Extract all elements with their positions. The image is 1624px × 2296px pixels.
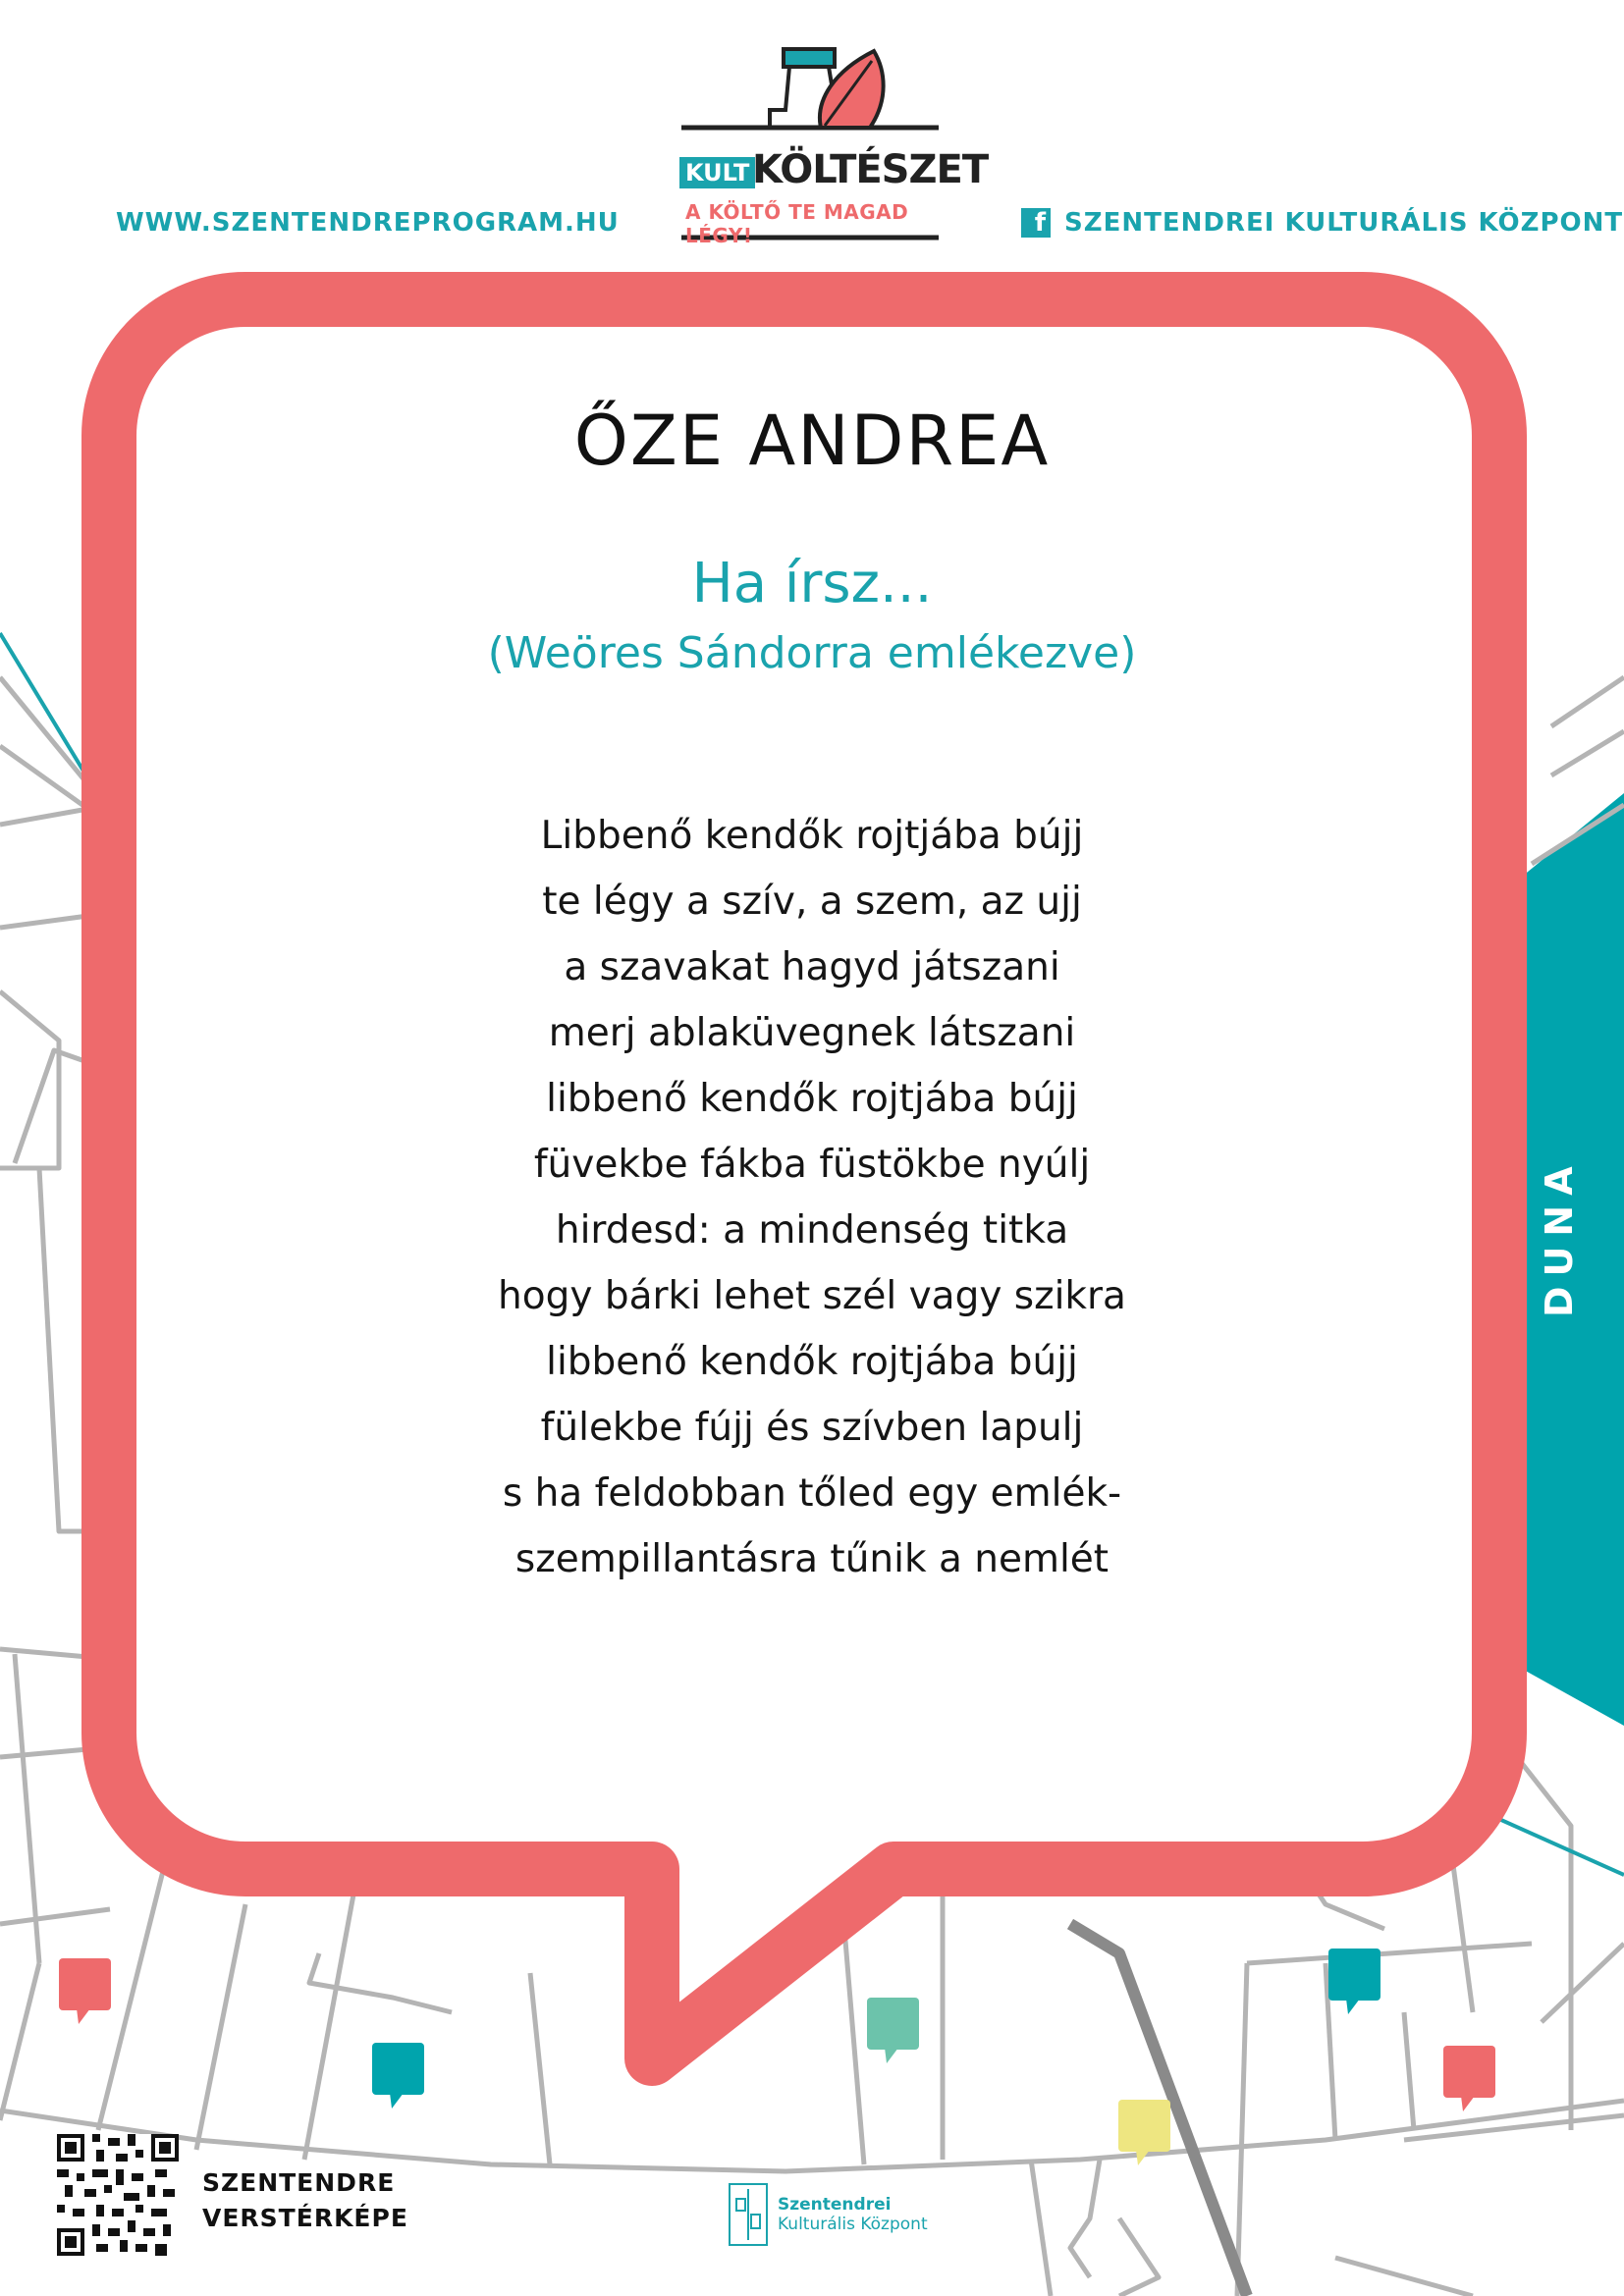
poem-line: libbenő kendők rojtjába bújj — [546, 1340, 1078, 1384]
map-pin-teal-right — [1328, 1949, 1380, 2014]
poem-line: Libbenő kendők rojtjába bújj — [540, 814, 1084, 858]
logo-tagline: A KÖLTŐ TE MAGAD LÉGY! — [685, 200, 909, 247]
author-name: ŐZE ANDREA — [573, 400, 1051, 481]
poem-body — [0, 803, 1624, 1592]
verst-line-2: VERSTÉRKÉPE — [202, 2204, 408, 2232]
qr-code[interactable] — [57, 2134, 179, 2256]
poem-line: s ha feldobban tőled egy emlék- — [502, 1471, 1122, 1516]
poem-line: te légy a szív, a szem, az ujj — [542, 880, 1082, 924]
poem-subtitle: (Weöres Sándorra emlékezve) — [487, 628, 1137, 678]
poem-line: hirdesd: a mindenség titka — [555, 1208, 1069, 1253]
szentendrei-kulturalis-kozpont-logo — [729, 2183, 928, 2246]
skk-building-icon — [729, 2183, 768, 2246]
facebook-label: SZENTENDREI KULTURÁLIS KÖZPONT — [1064, 208, 1624, 238]
org-name-line-2: Kulturális Központ — [778, 2215, 928, 2234]
facebook-icon: f — [1021, 208, 1051, 238]
map-pin-teal-left — [372, 2043, 424, 2109]
poem-line: merj ablaküvegnek látszani — [548, 1011, 1076, 1055]
poem-line: hogy bárki lehet szél vagy szikra — [498, 1274, 1126, 1318]
logo-title: KÖLTÉSZET — [752, 147, 989, 192]
facebook-link[interactable] — [1021, 208, 1623, 238]
river-label: DUNA — [1538, 1156, 1581, 1317]
poem-line: szempillantásra tűnik a nemlét — [514, 1537, 1110, 1581]
teal-line-right — [1492, 1816, 1624, 1875]
poem-line: füvekbe fákba füstökbe nyúlj — [533, 1143, 1091, 1187]
verssterkepe-label — [202, 2165, 408, 2236]
poem-title: Ha írsz... — [691, 552, 933, 615]
org-name-line-1: Szentendrei — [778, 2195, 892, 2215]
map-pin-red-left — [59, 1958, 111, 2024]
website-link[interactable]: WWW.SZENTENDREPROGRAM.HU — [116, 208, 620, 238]
verst-line-1: SZENTENDRE — [202, 2168, 396, 2197]
poem-line: a szavakat hagyd játszani — [564, 945, 1060, 989]
logo-kult-badge: KULT — [679, 157, 755, 188]
map-pin-red-right — [1443, 2046, 1495, 2111]
poem-line: fülekbe fújj és szívben lapulj — [540, 1406, 1084, 1450]
kult-kolteszet-logo — [677, 41, 989, 247]
map-pin-green — [867, 1998, 919, 2063]
poem-line: libbenő kendők rojtjába bújj — [546, 1077, 1078, 1121]
